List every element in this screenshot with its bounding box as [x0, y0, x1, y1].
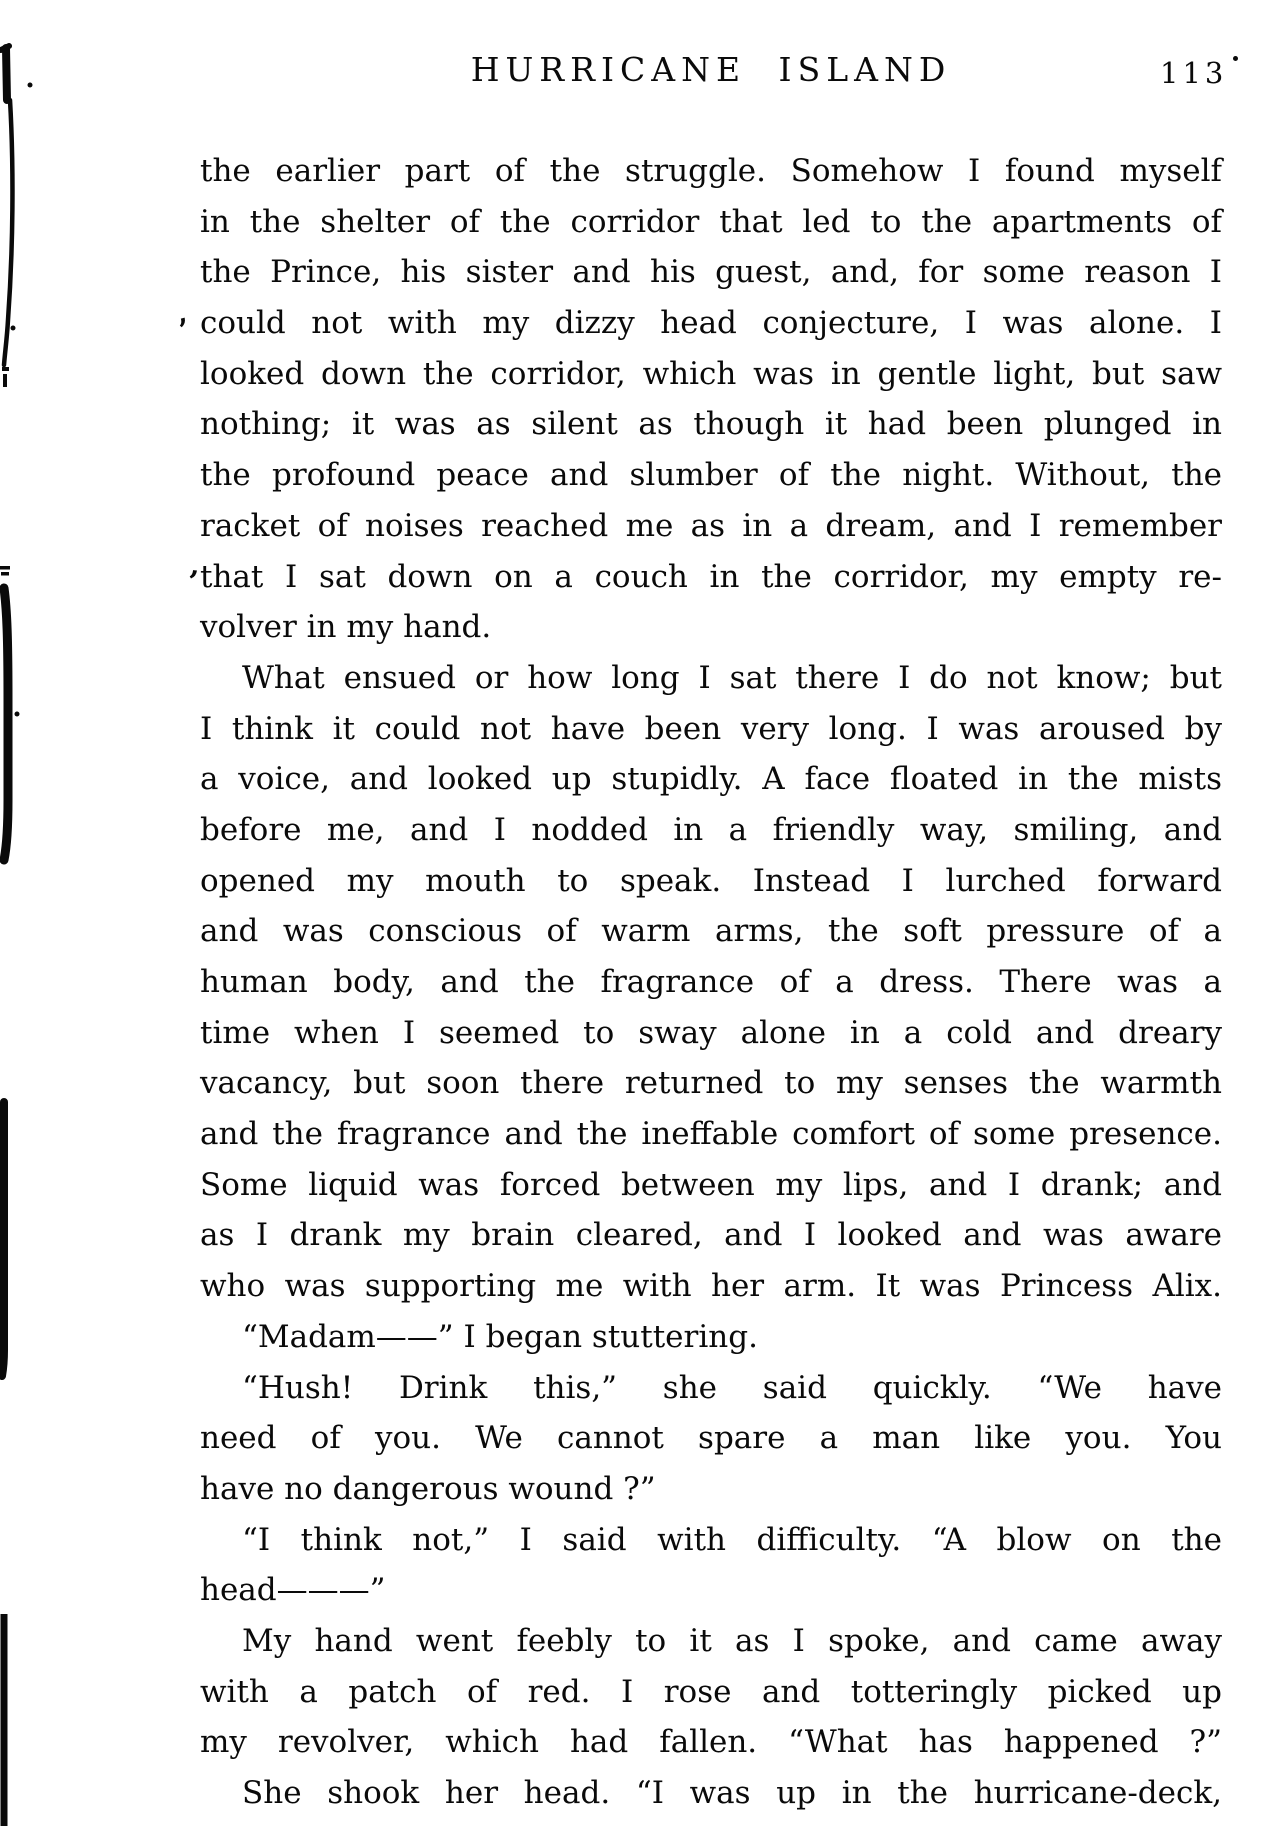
page-number: 113	[1160, 56, 1228, 90]
text-line: volver in my hand.	[200, 609, 492, 646]
text-line: She shook her head. “I was up in the hurricane-deck,	[242, 1775, 1222, 1811]
text-line: head———”	[200, 1572, 386, 1609]
text-line: the Prince, his sister and his guest, and, for some reason I	[200, 254, 1222, 291]
text-line: and the fragrance and the ineffable comfort of some presence.	[200, 1116, 1222, 1153]
text-line: who was supporting me with her arm. It was Princess Alix.	[200, 1268, 1222, 1305]
text-line: “Madam——” I began stuttering.	[242, 1318, 758, 1355]
text-line: “Hush! Drink this,” she said quickly. “We have	[242, 1369, 1222, 1406]
text-line: the profound peace and slumber of the night. Without, the	[200, 457, 1222, 494]
text-line: Some liquid was forced between my lips, and I drank; and	[200, 1166, 1222, 1203]
ink-speck-comma: ‚	[171, 295, 191, 332]
text-line: could not with my dizzy head conjecture, I was alone. I	[200, 305, 1222, 342]
text-line: need of you. We cannot spare a man like you. You	[200, 1420, 1222, 1457]
page-title: HURRICANE ISLAND	[470, 50, 952, 89]
text-line: in the shelter of the corridor that led to the apartments of	[200, 203, 1222, 240]
text-line: my revolver, which had fallen. “What has happened ?”	[200, 1724, 1222, 1761]
text-line: looked down the corridor, which was in gentle light, but saw	[200, 355, 1222, 392]
ink-speck-dot	[1233, 56, 1238, 61]
text-line: My hand went feebly to it as I spoke, and came away	[242, 1622, 1222, 1659]
text-line: I think it could not have been very long. I was aroused by	[200, 710, 1222, 747]
text-line: have no dangerous wound ?”	[200, 1470, 656, 1507]
ink-speck-comma: ‚	[188, 547, 203, 584]
text-line: time when I seemed to sway alone in a cold and dreary	[200, 1014, 1222, 1051]
gutter-scan-marks	[0, 0, 40, 1826]
text-line: and was conscious of warm arms, the soft pressure of a	[200, 913, 1222, 950]
text-line: vacancy, but soon there returned to my senses the warmth	[200, 1065, 1222, 1102]
text-line: as I drank my brain cleared, and I looked and was aware	[200, 1217, 1222, 1254]
body-text	[200, 146, 1222, 1819]
text-line: nothing; it was as silent as though it had been plunged in	[200, 406, 1222, 443]
text-line: What ensued or how long I sat there I do not know; but	[242, 659, 1222, 696]
text-line: human body, and the fragrance of a dress. There was a	[200, 964, 1222, 1000]
text-line: that I sat down on a couch in the corridor, my empty re-	[200, 558, 1222, 595]
text-line: before me, and I nodded in a friendly way, smiling, and	[200, 811, 1222, 848]
text-line: opened my mouth to speak. Instead I lurched forward	[200, 862, 1222, 899]
text-line: racket of noises reached me as in a dream, and I remember	[200, 507, 1222, 544]
text-line: “I think not,” I said with difficulty. “A blow on the	[242, 1521, 1222, 1558]
text-line: the earlier part of the struggle. Somehow I found myself	[200, 153, 1222, 189]
text-line: with a patch of red. I rose and totteringly picked up	[200, 1673, 1222, 1710]
text-line: a voice, and looked up stupidly. A face floated in the mists	[200, 761, 1222, 798]
